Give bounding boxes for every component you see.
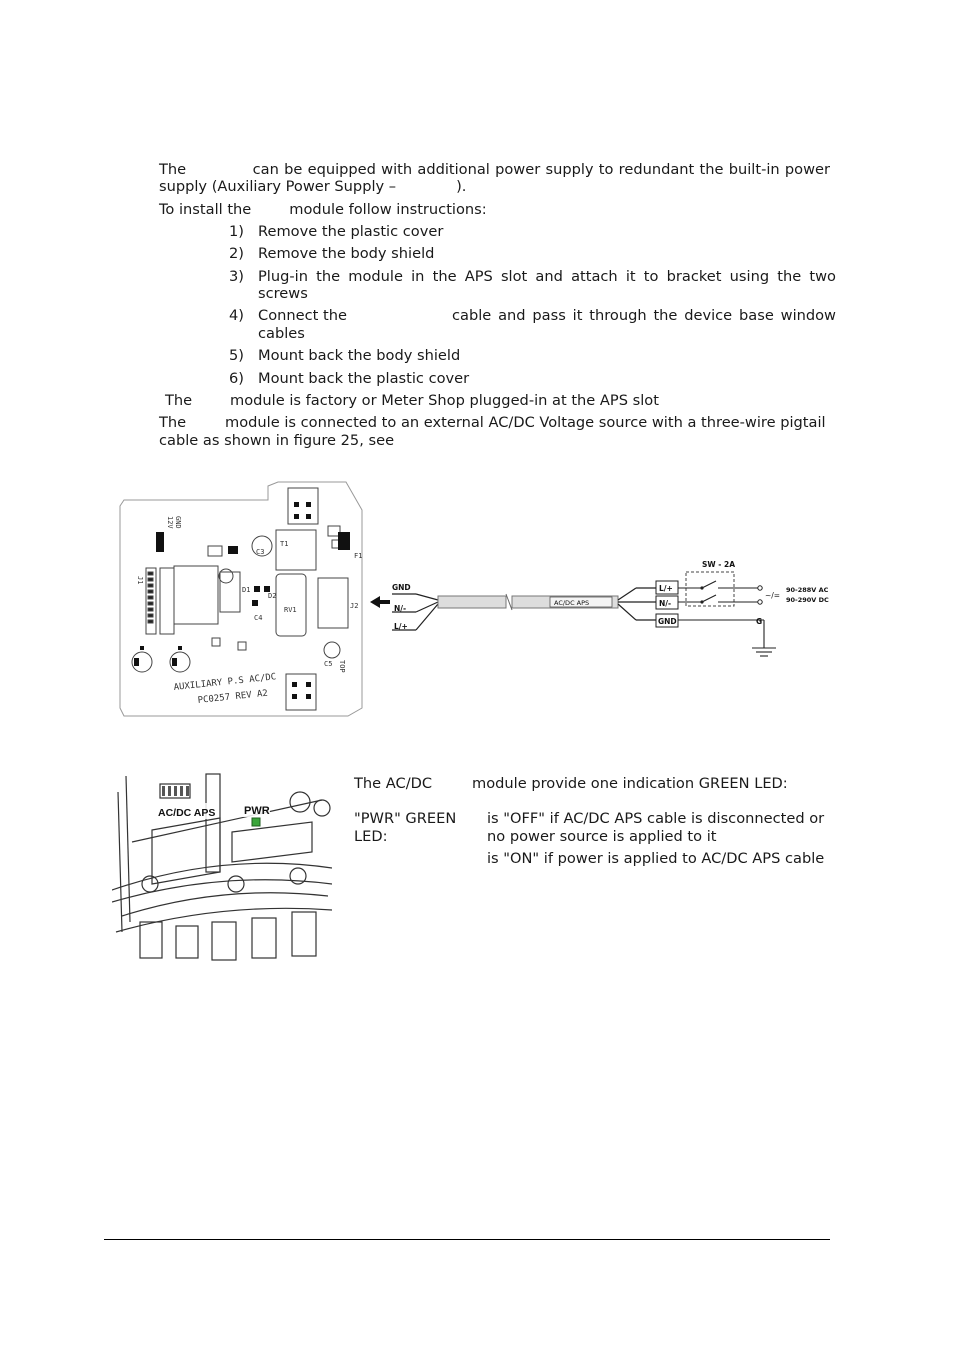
step-2-number: 2) bbox=[229, 245, 244, 262]
pcb-label-d2: D2 bbox=[268, 592, 277, 600]
step-6-text: Mount back the plastic cover bbox=[258, 370, 470, 387]
pcb-label-c3: C3 bbox=[256, 548, 265, 556]
step-5-text: Mount back the body shield bbox=[258, 347, 461, 364]
pcb-label-c5: C5 bbox=[324, 660, 333, 668]
pcb-drawing bbox=[118, 480, 366, 720]
led-on-desc: is "ON" if power is applied to AC/DC APS cable bbox=[487, 850, 825, 867]
led-intro-a: The AC/DC bbox=[354, 775, 433, 792]
wire-left-l: L/+ bbox=[394, 622, 408, 631]
terminal-l: L/+ bbox=[659, 584, 673, 593]
cable-label: AC/DC APS bbox=[554, 599, 590, 607]
pwr-led bbox=[252, 818, 260, 826]
pcb-silkscreen-line1: AUXILIARY P.S AC/DC bbox=[173, 672, 277, 693]
step-5-number: 5) bbox=[229, 347, 244, 364]
led-off-desc-line2: no power source is applied to it bbox=[487, 828, 717, 845]
pcb-label-top: TOP bbox=[338, 660, 346, 673]
step-3-text: Plug-in the module in the APS slot and attach it to bracket using the two bbox=[258, 268, 836, 285]
pcb-label-gnd: GND bbox=[174, 516, 182, 529]
intro-paragraph-line2: supply (Auxiliary Power Supply – ). bbox=[159, 178, 467, 195]
pcb-label-j1: J1 bbox=[136, 576, 144, 585]
step-1-number: 1) bbox=[229, 223, 244, 240]
led-off-desc-line1: is "OFF" if AC/DC APS cable is disconnected or bbox=[487, 810, 825, 827]
terminal-n: N/- bbox=[659, 599, 672, 608]
note-connection-a: The bbox=[159, 414, 187, 431]
intro-equip-text: can be equipped with additional power supply to redundant the built-in power bbox=[252, 161, 830, 178]
terminal-gnd: GND bbox=[658, 617, 677, 626]
note-connection-b: module is connected to an external AC/DC Voltage source with a three-wire pigtail bbox=[225, 414, 826, 431]
switch-label: SW - 2A bbox=[702, 560, 736, 569]
step-6-number: 6) bbox=[229, 370, 244, 387]
ground-label: G bbox=[756, 617, 763, 626]
pcb-silkscreen-line2: PC0257 REV A2 bbox=[197, 688, 269, 706]
footer-rule bbox=[104, 1239, 830, 1240]
led-intro-b: module provide one indication GREEN LED: bbox=[472, 775, 788, 792]
pcb-label-12v: 12V bbox=[166, 516, 174, 529]
step-4-number: 4) bbox=[229, 307, 244, 324]
pcb-label-d1: D1 bbox=[242, 586, 251, 594]
note-connection-line2: cable as shown in figure 25, see bbox=[159, 432, 395, 449]
pcb-label-c4: C4 bbox=[254, 614, 263, 622]
source-symbol: ~/= bbox=[765, 591, 781, 600]
step-4-text-cont: cables bbox=[258, 325, 305, 342]
wiring-diagram bbox=[366, 550, 836, 670]
photo-label-pwr: PWR bbox=[244, 805, 270, 817]
led-term-line1: "PWR" GREEN bbox=[354, 810, 457, 827]
photo-label-module: AC/DC APS bbox=[158, 807, 216, 819]
note-factory-b: module is factory or Meter Shop plugged-in at the APS slot bbox=[230, 392, 659, 409]
step-2-text: Remove the body shield bbox=[258, 245, 435, 262]
pcb-label-t1: T1 bbox=[280, 540, 289, 548]
step-1-text: Remove the plastic cover bbox=[258, 223, 444, 240]
step-4-text-a: Connect the bbox=[258, 307, 347, 324]
install-heading: To install the module follow instructions: bbox=[159, 201, 487, 218]
step-3-text-cont: screws bbox=[258, 285, 308, 302]
pcb-label-f1: F1 bbox=[354, 552, 363, 560]
note-factory-a: The bbox=[165, 392, 193, 409]
pcb-label-j2: J2 bbox=[350, 602, 359, 610]
module-photo bbox=[112, 772, 332, 966]
step-3-number: 3) bbox=[229, 268, 244, 285]
intro-paragraph-line1 bbox=[159, 161, 830, 179]
pcb-label-rv1: RV1 bbox=[284, 606, 297, 614]
wire-left-gnd: GND bbox=[392, 583, 411, 592]
source-dc-range: 90-290V DC bbox=[786, 596, 829, 604]
wire-left-n: N/- bbox=[394, 604, 407, 613]
intro-the: The bbox=[159, 161, 187, 178]
led-term-line2: LED: bbox=[354, 828, 388, 845]
source-ac-range: 90-288V AC bbox=[786, 586, 829, 594]
step-4-text-b: cable and pass it through the device base window bbox=[452, 307, 836, 324]
